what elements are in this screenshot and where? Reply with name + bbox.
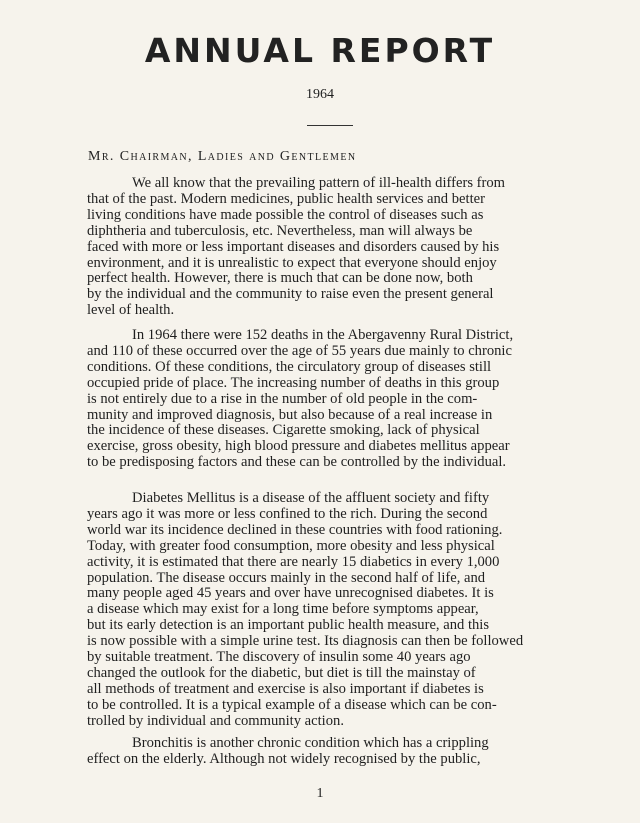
salutation: Mr. Chairman, Ladies and Gentlemen: [88, 149, 357, 164]
text-line: diphtheria and tuberculosis, etc. Nevertheless, man will always be: [87, 223, 473, 239]
text-line: In 1964 there were 152 deaths in the Abergavenny Rural District,: [132, 328, 514, 343]
text-line: but its early detection is an important public health measure, and this: [87, 618, 490, 634]
text-line: a disease which may exist for a long time before symptoms appear,: [87, 602, 479, 618]
text-line: to be controlled. It is a typical example of a disease which can be con-: [87, 697, 497, 713]
paragraph-4: [87, 736, 571, 768]
text-line: the incidence of these diseases. Cigarette smoking, lack of physical: [87, 423, 480, 439]
page-number: 1: [316, 786, 324, 801]
text-line: effect on the elderly. Although not widely recognised by the public,: [87, 751, 481, 767]
text-line: perfect health. However, there is much that can be done now, both: [87, 271, 473, 287]
title-divider: [307, 125, 353, 126]
text-line: faced with more or less important diseases and disorders caused by his: [87, 239, 500, 255]
paragraph-2: [87, 328, 571, 471]
text-line: activity, it is estimated that there are nearly 15 diabetics in every 1,000: [87, 554, 500, 570]
text-line: all methods of treatment and exercise is also important if diabetes is: [87, 681, 484, 697]
text-line: that of the past. Modern medicines, public health services and better: [87, 191, 485, 207]
text-line: many people aged 45 years and over have unrecognised diabetes. It is: [87, 586, 494, 602]
text-line: world war its incidence declined in these countries with food rationing.: [87, 522, 503, 538]
text-line: is now possible with a simple urine test. Its diagnosis can then be followed: [87, 634, 524, 650]
text-line: exercise, gross obesity, high blood pressure and diabetes mellitus appear: [87, 439, 510, 455]
text-line: by the individual and the community to raise even the present general: [87, 287, 494, 303]
text-line: to be predisposing factors and these can be controlled by the individual.: [87, 455, 507, 471]
text-line: munity and improved diagnosis, but also because of a real increase in: [87, 407, 493, 423]
paragraph-3: [87, 491, 571, 730]
text-line: and 110 of these occurred over the age of 55 years due mainly to chronic: [87, 343, 512, 359]
text-line: We all know that the prevailing pattern of ill-health differs from: [132, 176, 506, 191]
text-line: level of health.: [87, 303, 175, 319]
text-line: Bronchitis is another chronic condition which has a crippling: [132, 736, 489, 751]
text-line: Diabetes Mellitus is a disease of the affluent society and fifty: [132, 491, 490, 506]
text-line: conditions. Of these conditions, the circulatory group of diseases still: [87, 359, 492, 375]
report-title: ANNUAL REPORT: [144, 31, 496, 70]
text-line: population. The disease occurs mainly in the second half of life, and: [87, 570, 486, 586]
text-line: changed the outlook for the diabetic, but diet is till the mainstay of: [87, 665, 476, 681]
text-line: occupied pride of place. The increasing number of deaths in this group: [87, 375, 500, 391]
text-line: environment, and it is unrealistic to expect that everyone should enjoy: [87, 255, 497, 271]
text-line: Today, with greater food consumption, more obesity and less physical: [87, 538, 495, 554]
text-line: is not entirely due to a rise in the number of old people in the com-: [87, 391, 478, 407]
text-line: trolled by individual and community action.: [87, 713, 344, 729]
report-year: 1964: [306, 87, 334, 102]
text-line: living conditions have made possible the control of diseases such as: [87, 207, 484, 223]
text-line: by suitable treatment. The discovery of insulin some 40 years ago: [87, 650, 471, 666]
paragraph-1: [87, 176, 571, 319]
text-line: years ago it was more or less confined to the rich. During the second: [87, 506, 488, 522]
